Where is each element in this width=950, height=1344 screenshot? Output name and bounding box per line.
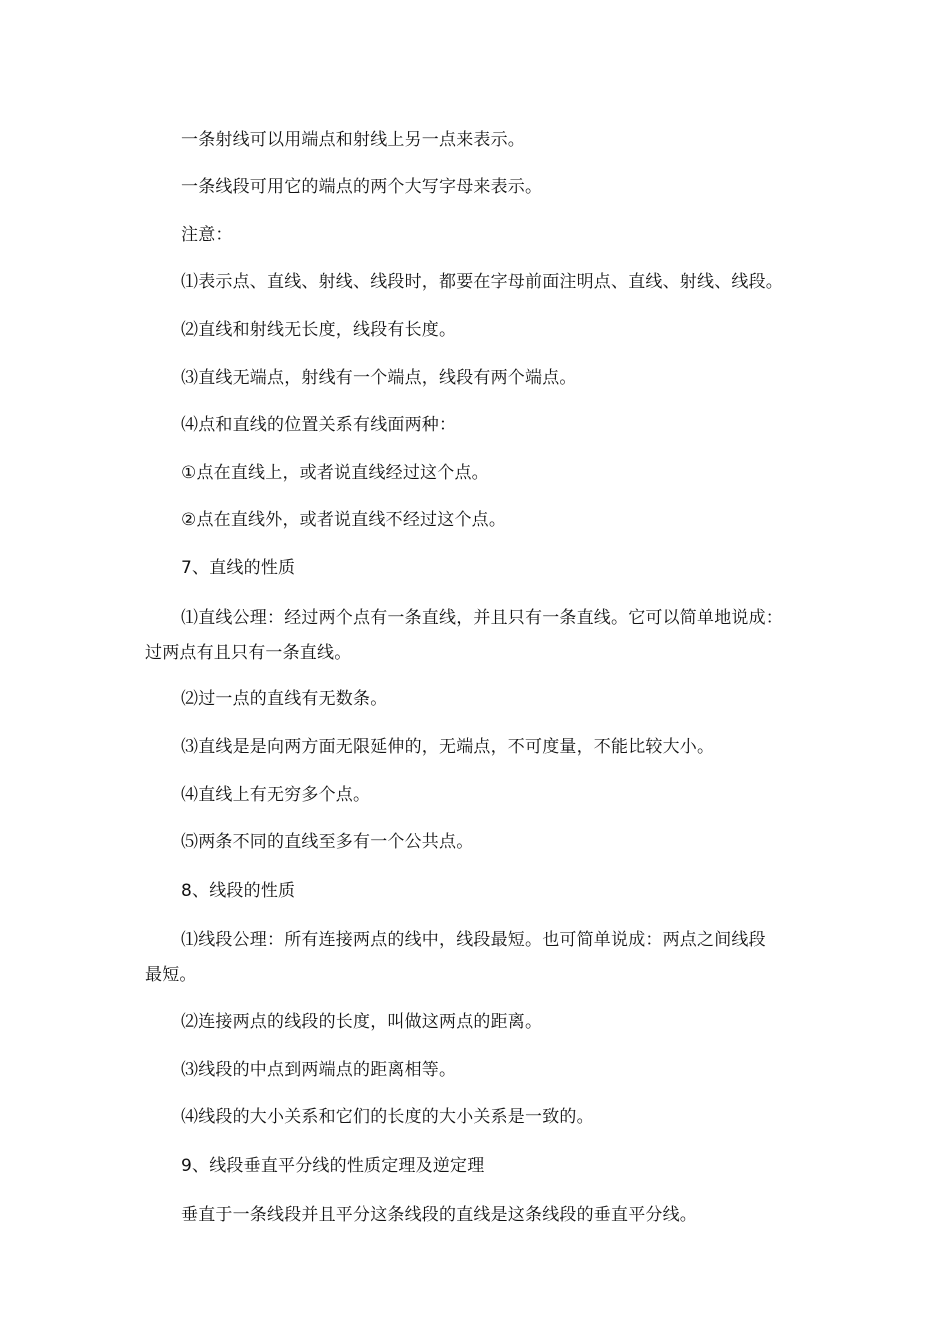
text-line-segment-prop-3: ⑶线段的中点到两端点的距离相等。: [181, 1060, 457, 1080]
text-line-note-4-a: ①点在直线上，或者说直线经过这个点。: [181, 463, 489, 483]
text-line-segment-prop-4: ⑷线段的大小关系和它们的长度的大小关系是一致的。: [181, 1107, 594, 1127]
text-line-note-heading: 注意：: [181, 225, 233, 245]
text-line-line-prop-5: ⑸两条不同的直线至多有一个公共点。: [181, 832, 474, 852]
text-line-segment-axiom: ⑴线段公理：所有连接两点的线中，线段最短。也可简单说成：两点之间线段: [181, 930, 766, 950]
text-line-note-4-b: ②点在直线外，或者说直线不经过这个点。: [181, 510, 507, 530]
text-line-line-prop-3: ⑶直线是是向两方面无限延伸的，无端点，不可度量，不能比较大小。: [181, 737, 715, 757]
text-line-ray-notation: 一条射线可以用端点和射线上另一点来表示。: [181, 130, 525, 150]
text-line-note-4: ⑷点和直线的位置关系有线面两种：: [181, 415, 457, 435]
text-line-note-1: ⑴表示点、直线、射线、线段时，都要在字母前面注明点、直线、射线、线段。: [181, 272, 783, 292]
text-line-segment-axiom-cont: 最短。: [145, 965, 197, 985]
section-heading-9: 9、线段垂直平分线的性质定理及逆定理: [181, 1156, 485, 1176]
text-line-line-prop-2: ⑵过一点的直线有无数条。: [181, 689, 388, 709]
section-heading-7: 7、直线的性质: [181, 558, 296, 578]
text-line-line-axiom: ⑴直线公理：经过两个点有一条直线，并且只有一条直线。它可以简单地说成：: [181, 608, 783, 628]
text-line-segment-notation: 一条线段可用它的端点的两个大写字母来表示。: [181, 177, 543, 197]
text-line-line-axiom-cont: 过两点有且只有一条直线。: [145, 643, 352, 663]
text-line-note-2: ⑵直线和射线无长度，线段有长度。: [181, 320, 457, 340]
text-line-line-prop-4: ⑷直线上有无穷多个点。: [181, 785, 371, 805]
text-line-segment-prop-2: ⑵连接两点的线段的长度，叫做这两点的距离。: [181, 1012, 543, 1032]
text-line-perpendicular-bisector: 垂直于一条线段并且平分这条线段的直线是这条线段的垂直平分线。: [181, 1205, 697, 1225]
text-line-note-3: ⑶直线无端点，射线有一个端点，线段有两个端点。: [181, 368, 577, 388]
section-heading-8: 8、线段的性质: [181, 881, 296, 901]
